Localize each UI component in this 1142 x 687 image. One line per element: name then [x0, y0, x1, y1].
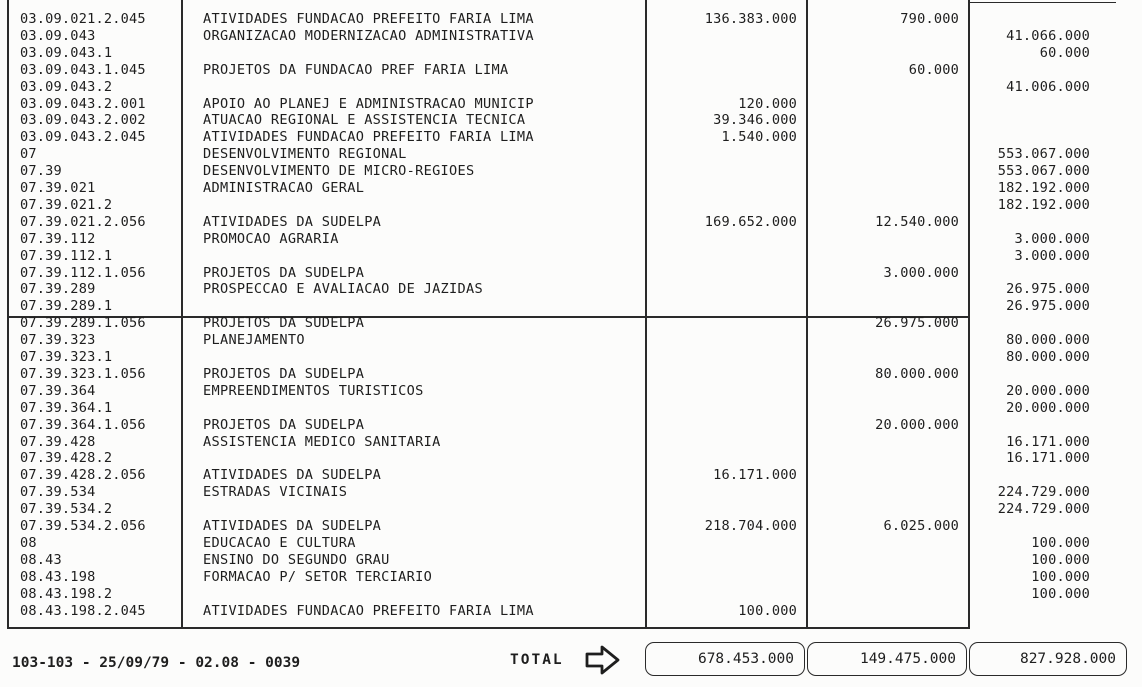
row-description: PLANEJAMENTO — [203, 332, 305, 349]
row-code: 03.09.043.2 — [20, 78, 113, 95]
row-code: 07.39.289.1 — [20, 298, 113, 315]
row-value-col2: 6.025.000 — [883, 518, 959, 534]
row-description: ASSISTENCIA MEDICO SANITARIA — [203, 433, 441, 450]
row-value-col1: 16.171.000 — [713, 467, 797, 484]
row-value-col2: 12.540.000 — [875, 213, 959, 230]
row-description: DESENVOLVIMENTO REGIONAL — [203, 146, 407, 163]
row-description: ATIVIDADES FUNDACAO PREFEITO FARIA LIMA — [203, 602, 534, 619]
row-value-col2: 20.000.000 — [875, 416, 959, 433]
top-right-rule — [968, 2, 1116, 3]
table-row — [0, 400, 1142, 417]
row-description: PROJETOS DA SUDELPA — [203, 365, 365, 382]
row-description: DESENVOLVIMENTO DE MICRO-REGIOES — [203, 163, 475, 180]
row-value-col3: 26.975.000 — [1006, 281, 1090, 298]
row-code: 07.39.428 — [20, 433, 96, 450]
row-description: EMPREENDIMENTOS TURISTICOS — [203, 382, 424, 399]
row-code: 07.39.534 — [20, 484, 96, 501]
row-value-col3: 3.000.000 — [1014, 230, 1090, 247]
row-value-col3: 553.067.000 — [997, 163, 1090, 180]
row-code: 07.39.534.2 — [20, 501, 113, 518]
row-code: 07.39.428.2 — [20, 450, 113, 467]
table-row — [0, 79, 1142, 96]
row-description: ENSINO DO SEGUNDO GRAU — [203, 551, 390, 568]
row-code: 07 — [20, 146, 37, 163]
row-value-col3: 80.000.000 — [1006, 349, 1090, 365]
table-row — [0, 163, 1142, 180]
table-row — [0, 383, 1142, 400]
table-row — [0, 112, 1142, 129]
row-description: ATUACAO REGIONAL E ASSISTENCIA TECNICA — [203, 112, 526, 129]
row-code: 07.39.112 — [20, 230, 96, 247]
row-code: 07.39.323 — [20, 332, 96, 349]
table-row — [0, 197, 1142, 214]
row-value-col1: 169.652.000 — [704, 213, 797, 230]
row-value-col3: 100.000 — [1031, 551, 1090, 568]
row-description: ESTRADAS VICINAIS — [203, 484, 348, 501]
row-code: 07.39.021 — [20, 180, 96, 196]
row-description: PROSPECCAO E AVALIACAO DE JAZIDAS — [203, 281, 483, 298]
total-box-1 — [645, 642, 805, 676]
row-code: 07.39.289.1.056 — [20, 315, 146, 332]
row-value-col3: 182.192.000 — [997, 180, 1090, 196]
table-row — [0, 518, 1142, 535]
row-description: ATIVIDADES DA SUDELPA — [203, 467, 382, 484]
row-value-col1: 136.383.000 — [704, 11, 797, 27]
row-description: ATIVIDADES FUNDACAO PREFEITO FARIA LIMA — [203, 129, 534, 146]
row-value-col2: 790.000 — [900, 11, 959, 27]
row-value-col3: 60.000 — [1039, 44, 1090, 61]
table-row — [0, 315, 1142, 332]
row-value-col1: 1.540.000 — [721, 129, 797, 146]
table-row — [0, 434, 1142, 451]
row-value-col3: 100.000 — [1031, 585, 1090, 602]
total-box-3 — [969, 642, 1127, 676]
total-value-1: 678.453.000 — [697, 651, 794, 667]
row-code: 07.39.534.2.056 — [20, 518, 146, 534]
row-value-col3: 553.067.000 — [997, 146, 1090, 163]
row-code: 08 — [20, 534, 37, 551]
row-value-col3: 224.729.000 — [997, 484, 1090, 501]
row-code: 07.39.364.1 — [20, 399, 113, 416]
table-row — [0, 349, 1142, 366]
row-code: 07.39 — [20, 163, 62, 180]
table-row — [0, 535, 1142, 552]
table-row — [0, 129, 1142, 146]
row-code: 03.09.043 — [20, 27, 96, 44]
table-row — [0, 467, 1142, 484]
table-row — [0, 11, 1142, 28]
row-code: 07.39.323.1 — [20, 349, 113, 365]
table-row — [0, 586, 1142, 603]
row-code: 03.09.043.1.045 — [20, 61, 146, 78]
row-code: 07.39.112.1 — [20, 247, 113, 264]
table-row — [0, 603, 1142, 620]
table-row — [0, 214, 1142, 231]
row-description: ORGANIZACAO MODERNIZACAO ADMINISTRATIVA — [203, 27, 534, 44]
row-description: ADMINISTRACAO GERAL — [203, 180, 365, 196]
row-value-col3: 41.006.000 — [1006, 78, 1090, 95]
table-row — [0, 45, 1142, 62]
row-value-col3: 3.000.000 — [1014, 247, 1090, 264]
row-code: 07.39.364.1.056 — [20, 416, 146, 433]
row-value-col2: 3.000.000 — [883, 264, 959, 281]
table-row — [0, 180, 1142, 197]
row-value-col1: 39.346.000 — [713, 112, 797, 129]
table-row — [0, 265, 1142, 282]
row-code: 07.39.428.2.056 — [20, 467, 146, 484]
row-description: ATIVIDADES FUNDACAO PREFEITO FARIA LIMA — [203, 11, 534, 27]
row-code: 07.39.021.2.056 — [20, 213, 146, 230]
table-row — [0, 552, 1142, 569]
row-value-col3: 20.000.000 — [1006, 399, 1090, 416]
table-row — [0, 146, 1142, 163]
row-value-col3: 100.000 — [1031, 568, 1090, 585]
row-description: PROJETOS DA FUNDACAO PREF FARIA LIMA — [203, 61, 509, 78]
row-code: 07.39.021.2 — [20, 196, 113, 213]
row-code: 03.09.021.2.045 — [20, 11, 146, 27]
row-code: 07.39.112.1.056 — [20, 264, 146, 281]
right-arrow-icon — [585, 645, 621, 675]
row-value-col1: 100.000 — [738, 602, 797, 619]
row-code: 03.09.043.2.001 — [20, 95, 146, 112]
table-row — [0, 248, 1142, 265]
table-row — [0, 450, 1142, 467]
table-row — [0, 417, 1142, 434]
table-row — [0, 96, 1142, 113]
table-row — [0, 28, 1142, 45]
row-description: ATIVIDADES DA SUDELPA — [203, 213, 382, 230]
row-description: APOIO AO PLANEJ E ADMINISTRACAO MUNICIP — [203, 95, 534, 112]
table-row — [0, 231, 1142, 248]
table-row — [0, 62, 1142, 79]
table-row — [0, 484, 1142, 501]
row-value-col1: 218.704.000 — [704, 518, 797, 534]
row-code: 03.09.043.2.002 — [20, 112, 146, 129]
document-reference: 103-103 - 25/09/79 - 02.08 - 0039 — [12, 655, 301, 671]
row-value-col2: 60.000 — [908, 61, 959, 78]
row-value-col2: 26.975.000 — [875, 315, 959, 332]
row-code: 07.39.364 — [20, 382, 96, 399]
table-row — [0, 332, 1142, 349]
row-value-col2: 80.000.000 — [875, 365, 959, 382]
row-value-col3: 16.171.000 — [1006, 450, 1090, 467]
total-value-3: 827.928.000 — [1019, 651, 1116, 667]
row-description: PROMOCAO AGRARIA — [203, 230, 339, 247]
row-value-col3: 41.066.000 — [1006, 27, 1090, 44]
row-code: 08.43.198.2 — [20, 585, 113, 602]
row-description: PROJETOS DA SUDELPA — [203, 416, 365, 433]
table-row — [0, 366, 1142, 383]
row-value-col3: 80.000.000 — [1006, 332, 1090, 349]
row-value-col3: 182.192.000 — [997, 196, 1090, 213]
row-value-col3: 224.729.000 — [997, 501, 1090, 518]
row-code: 03.09.043.1 — [20, 44, 113, 61]
total-box-2 — [807, 642, 967, 676]
total-label: TOTAL — [510, 652, 564, 668]
row-description: FORMACAO P/ SETOR TERCIARIO — [203, 568, 433, 585]
row-description: ATIVIDADES DA SUDELPA — [203, 518, 382, 534]
row-code: 03.09.043.2.045 — [20, 129, 146, 146]
row-description: EDUCACAO E CULTURA — [203, 534, 356, 551]
row-value-col1: 120.000 — [738, 95, 797, 112]
row-code: 08.43 — [20, 551, 62, 568]
row-value-col3: 100.000 — [1031, 534, 1090, 551]
table-row — [0, 298, 1142, 315]
total-value-2: 149.475.000 — [859, 651, 956, 667]
row-description: PROJETOS DA SUDELPA — [203, 315, 365, 332]
row-code: 07.39.289 — [20, 281, 96, 298]
row-value-col3: 20.000.000 — [1006, 382, 1090, 399]
row-value-col3: 26.975.000 — [1006, 298, 1090, 315]
table-row — [0, 501, 1142, 518]
row-description: PROJETOS DA SUDELPA — [203, 264, 365, 281]
row-code: 08.43.198 — [20, 568, 96, 585]
table-row — [0, 569, 1142, 586]
row-value-col3: 16.171.000 — [1006, 433, 1090, 450]
row-code: 08.43.198.2.045 — [20, 602, 146, 619]
table-bottom-line — [7, 627, 970, 629]
row-code: 07.39.323.1.056 — [20, 365, 146, 382]
table-row — [0, 281, 1142, 298]
